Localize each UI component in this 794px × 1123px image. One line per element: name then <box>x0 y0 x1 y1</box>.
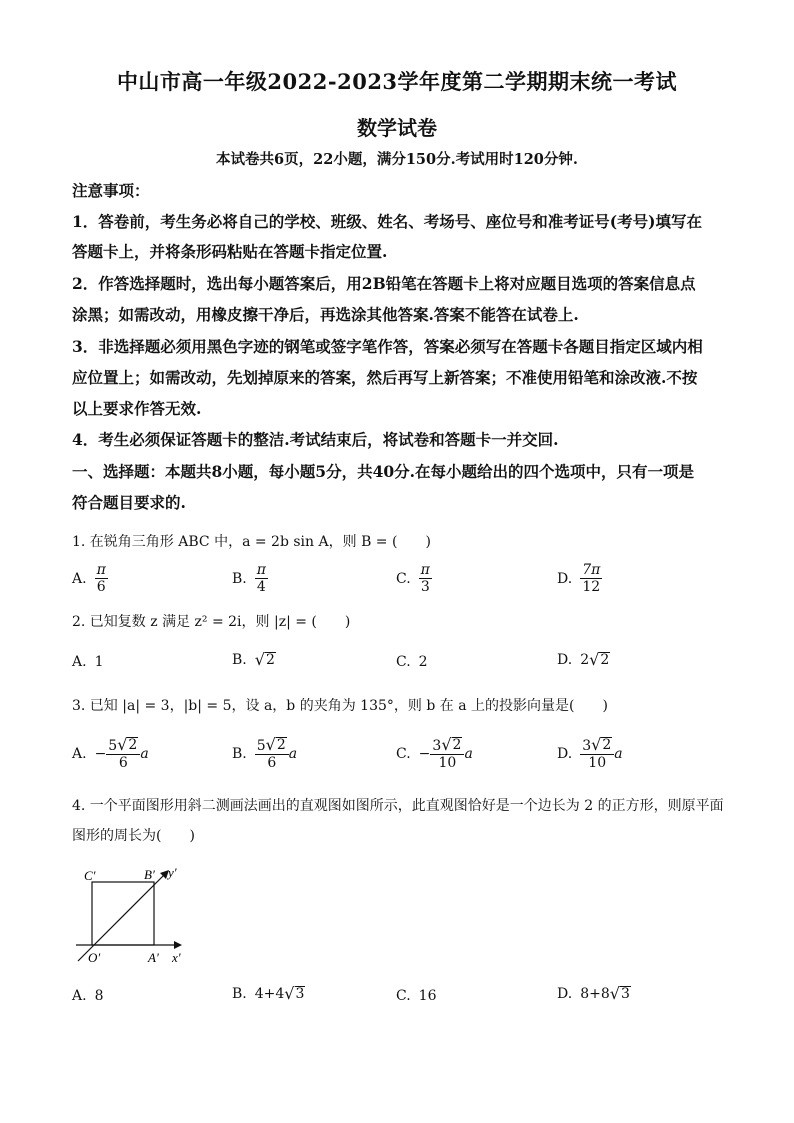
label-x: x′ <box>172 950 181 965</box>
fraction: $\frac{\pi}{6}$ <box>96 562 106 595</box>
q3-option-b[interactable] <box>232 737 297 771</box>
fraction: $\frac{\pi}{4}$ <box>256 562 266 595</box>
notes-line: 涂黑；如需改动，用橡皮擦干净后，再选涂其他答案.答案不能答在试卷上. <box>72 305 579 324</box>
notes-line: 1．答卷前，考生务必将自己的学校、班级、姓名、考场号、座位号和准考证号(考号)填写在 <box>72 212 702 231</box>
option-value: 8+8 <box>580 986 610 1002</box>
option-label: B. <box>232 652 247 668</box>
sign: − <box>94 746 107 762</box>
q4-option-d[interactable] <box>557 986 631 1002</box>
q1-option-a[interactable] <box>72 562 108 595</box>
q3-option-a[interactable] <box>72 737 149 771</box>
notes-line: 答题卡上，并将条形码粘贴在答题卡指定位置. <box>72 242 388 261</box>
q2-option-c[interactable] <box>396 654 428 670</box>
question-4-stem: 图形的周长为( ) <box>72 828 195 844</box>
notes-line: 4．考生必须保证答题卡的整洁.考试结束后，将试卷和答题卡一并交回. <box>72 430 559 449</box>
exam-title: 中山市高一年级2022-2023学年度第二学期期末统一考试 <box>116 69 678 94</box>
q3-option-c[interactable] <box>396 737 473 771</box>
fraction: 5 √ 2 6 <box>106 737 140 771</box>
label-c: C′ <box>84 868 96 883</box>
option-value: 4+4 <box>254 986 285 1002</box>
y-axis <box>78 873 166 961</box>
notes-line: 以上要求作答无效. <box>72 399 202 418</box>
q3-option-d[interactable] <box>557 737 623 771</box>
option-value: 1 <box>94 654 104 670</box>
option-label: C. <box>396 988 411 1004</box>
option-label: D. <box>557 652 573 668</box>
fraction: 5 √ 2 6 <box>255 737 289 771</box>
vector-a: a <box>288 746 298 762</box>
fraction: $\frac{\pi}{3}$ <box>420 562 430 595</box>
sqrt: √ 2 <box>589 650 610 669</box>
sign: − <box>418 746 431 762</box>
vector-a: a <box>464 746 473 762</box>
q2-option-b[interactable] <box>232 652 276 668</box>
option-label: D. <box>557 570 573 587</box>
section-heading: 符合题目要求的. <box>72 493 186 512</box>
question-3-stem: 3. 已知 |a| = 3，|b| = 5，设 a，b 的夹角为 135°，则 b 在 a 上的投影向量是( ) <box>72 698 608 714</box>
option-label: A. <box>72 570 87 587</box>
label-b: B′ <box>144 867 155 882</box>
fraction: 3 √ 2 10 <box>430 737 464 771</box>
option-label: C. <box>396 654 411 670</box>
option-label: B. <box>232 570 247 587</box>
option-label: D. <box>557 986 573 1002</box>
section-heading: 一、选择题：本题共8小题，每小题5分，共40分.在每小题给出的四个选项中，只有一项是 <box>72 462 695 481</box>
vector-a: a <box>614 746 623 762</box>
fraction: 3 √ 2 10 <box>580 737 614 771</box>
sqrt: √ 3 <box>284 984 305 1003</box>
q4-option-b[interactable] <box>232 986 305 1002</box>
vector-a: a <box>140 746 149 762</box>
option-value: 2 <box>418 654 428 670</box>
option-value: 16 <box>418 988 437 1004</box>
sqrt: √ 3 <box>609 984 630 1003</box>
option-value: 8 <box>94 988 104 1004</box>
option-label: C. <box>396 570 411 587</box>
sqrt: √ 2 <box>254 650 275 669</box>
option-label: A. <box>72 746 87 762</box>
square-outline <box>92 882 154 945</box>
q1-option-c[interactable] <box>396 562 432 595</box>
notes-line: 应位置上；如需改动，先划掉原来的答案，然后再写上新答案；不准使用铅笔和涂改液.不按 <box>72 368 698 387</box>
question-1-stem: 1. 在锐角三角形 ABC 中，a = 2b sin A，则 B = ( ) <box>72 534 431 550</box>
q4-option-a[interactable] <box>72 988 103 1004</box>
oblique-square-figure <box>70 864 200 970</box>
option-label: B. <box>232 986 247 1002</box>
q2-option-d[interactable] <box>557 652 610 668</box>
label-o: O′ <box>88 950 101 965</box>
q2-option-a[interactable] <box>72 654 103 670</box>
label-a: A′ <box>148 950 159 965</box>
option-label: C. <box>396 746 411 762</box>
q1-option-d[interactable] <box>557 562 602 595</box>
label-y: y′ <box>168 865 177 880</box>
x-axis-arrow <box>174 941 182 949</box>
question-2-stem: 2. 已知复数 z 满足 z² = 2i，则 |z| = ( ) <box>72 614 351 630</box>
q4-option-c[interactable] <box>396 988 437 1004</box>
notes-heading: 注意事项： <box>72 181 150 200</box>
option-value: 2 <box>580 652 590 668</box>
option-label: B. <box>232 746 247 762</box>
q1-option-b[interactable] <box>232 562 268 595</box>
fraction: $\frac{7\pi}{12}$ <box>582 562 601 595</box>
option-label: D. <box>557 746 573 762</box>
option-label: A. <box>72 654 87 670</box>
notes-line: 2．作答选择题时，选出每小题答案后，用2B铅笔在答题卡上将对应题目选项的答案信息点 <box>72 274 696 293</box>
question-4-stem: 4. 一个平面图形用斜二测画法画出的直观图如图所示，此直观图恰好是一个边长为 2 的正方形，则原平面 <box>72 798 724 814</box>
exam-subtitle: 数学试卷 <box>357 116 437 140</box>
exam-info: 本试卷共6页，22小题，满分150分.考试用时120分钟. <box>216 151 578 168</box>
option-label: A. <box>72 988 87 1004</box>
notes-line: 3．非选择题必须用黑色字迹的钢笔或签字笔作答，答案必须写在答题卡各题目指定区域内相 <box>72 337 703 356</box>
